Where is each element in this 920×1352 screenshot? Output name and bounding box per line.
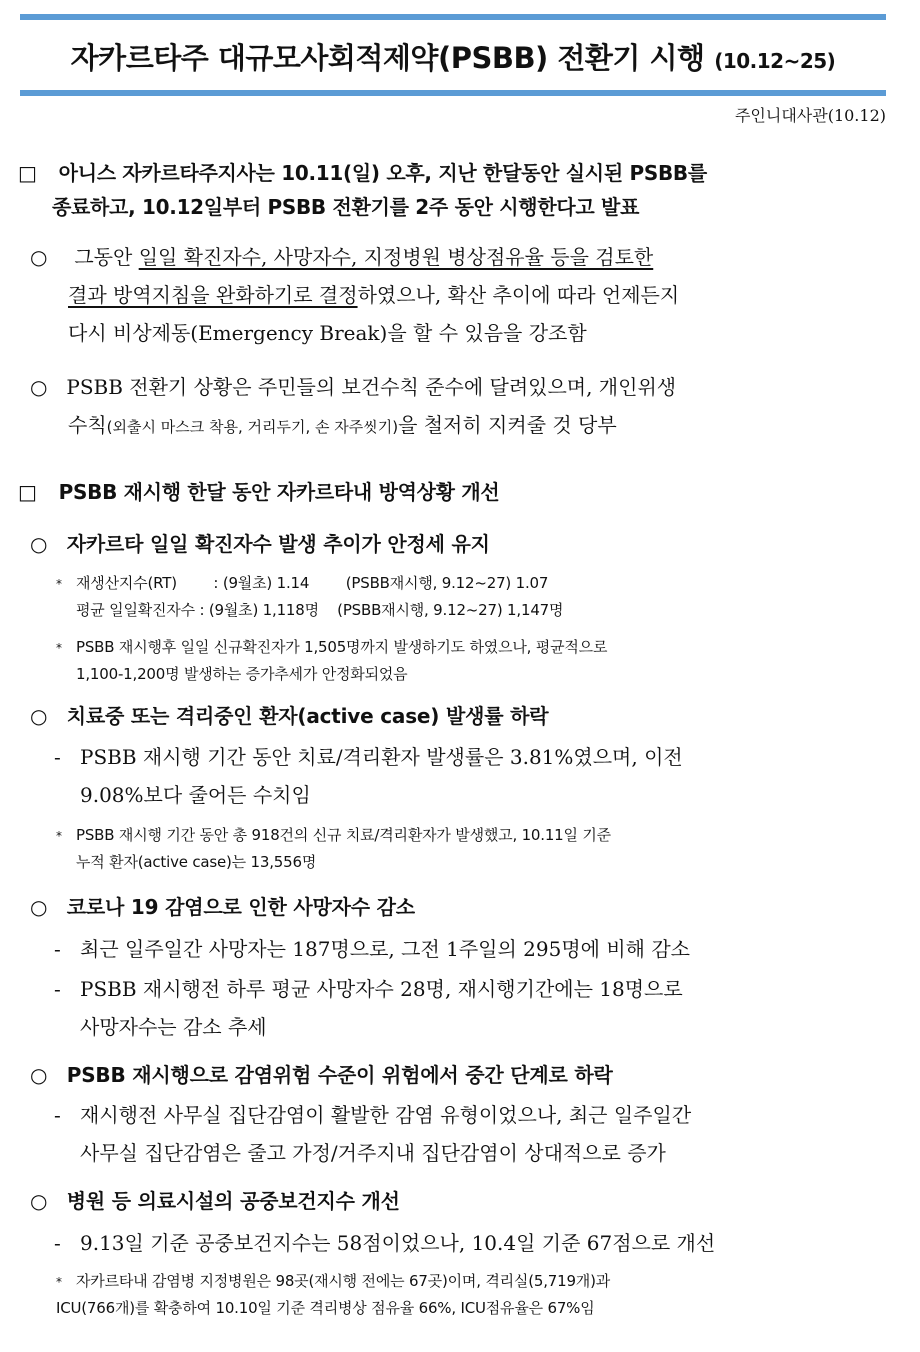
item2-heading: ○ 치료중 또는 격리중인 환자(active case) 발생률 하락	[30, 704, 549, 728]
item5-note: * 자카르타내 감염병 지정병원은 98곳(재시행 전에는 67곳)이며, 격리실(5,719개)과 ICU(766개)를 확충하여 10.10일 기준 격리병상 점유율 66%, ICU점유율은 67%임	[56, 1272, 611, 1317]
section1-bullet2: ○ PSBB 전환기 상황은 주민들의 보건수칙 준수에 달려있으며, 개인위생 수칙(외출시 마스크 착용, 거리두기, 손 자주씻기)을 철저히 지켜줄 것 당부	[30, 375, 677, 437]
item5-heading: ○ 병원 등 의료시설의 공중보건지수 개선	[30, 1189, 400, 1213]
item4-dash: - 재시행전 사무실 집단감염이 활발한 감염 유형이었으나, 최근 일주일간 사무실 집단감염은 줄고 가정/거주지내 집단감염이 상대적으로 증가	[54, 1103, 692, 1165]
item5-dash: - 9.13일 기준 공중보건지수는 58점이었으나, 10.4일 기준 67점으로 개선	[54, 1231, 716, 1255]
item2-note: * PSBB 재시행 기간 동안 총 918건의 신규 치료/격리환자가 발생했고, 10.11일 기준 누적 환자(active case)는 13,556명	[56, 826, 611, 871]
item1-heading: ○ 자카르타 일일 확진자수 발생 추이가 안정세 유지	[30, 532, 490, 556]
source-line: 주인니대사관(10.12)	[734, 106, 886, 125]
section-marker: □	[18, 161, 37, 185]
section1-bullet1: ○ 그동안 일일 확진자수, 사망자수, 지정병원 병상점유율 등을 검토한 결과 방역지침을 완화하기로 결정하였으나, 확산 추이에 따라 언제든지 다시 비상제동(Emergency Break)을 할 수 있음을 강조함	[30, 245, 680, 345]
item2-dash: - PSBB 재시행 기간 동안 치료/격리환자 발생률은 3.81%였으며, 이전 9.08%보다 줄어든 수치임	[54, 745, 683, 807]
title-text: 자카르타주 대규모사회적제약(PSBB) 전환기 시행	[70, 41, 705, 75]
item3-dash2: - PSBB 재시행전 하루 평균 사망자수 28명, 재시행기간에는 18명으로 사망자수는 감소 추세	[54, 977, 683, 1039]
top-rule	[20, 14, 886, 20]
item4-heading: ○ PSBB 재시행으로 감염위험 수준이 위험에서 중간 단계로 하락	[30, 1063, 613, 1087]
title-dates: (10.12~25)	[714, 49, 836, 73]
item1-note2: * PSBB 재시행후 일일 신규확진자가 1,505명까지 발생하기도 하였으나, 평균적으로 1,100-1,200명 발생하는 증가추세가 안정화되었음	[56, 638, 608, 683]
page-title	[20, 36, 886, 77]
item3-heading: ○ 코로나 19 감염으로 인한 사망자수 감소	[30, 895, 415, 919]
item1-note1: * 재생산지수(RT) : (9월초) 1.14 (PSBB재시행, 9.12~27) 1.07 평균 일일확진자수 : (9월초) 1,118명 (PSBB재시행, 9.12~27) 1,147명	[56, 574, 564, 619]
section1-heading: □ 아니스 자카르타주지사는 10.11(일) 오후, 지난 한달동안 실시된 PSBB를 종료하고, 10.12일부터 PSBB 전환기를 2주 동안 시행한다고 발표	[18, 156, 894, 224]
item3-dash1: - 최근 일주일간 사망자는 187명으로, 그전 1주일의 295명에 비해 감소	[54, 937, 690, 961]
section2-heading: □ PSBB 재시행 한달 동안 자카르타내 방역상황 개선	[18, 480, 500, 504]
bottom-rule	[20, 90, 886, 96]
